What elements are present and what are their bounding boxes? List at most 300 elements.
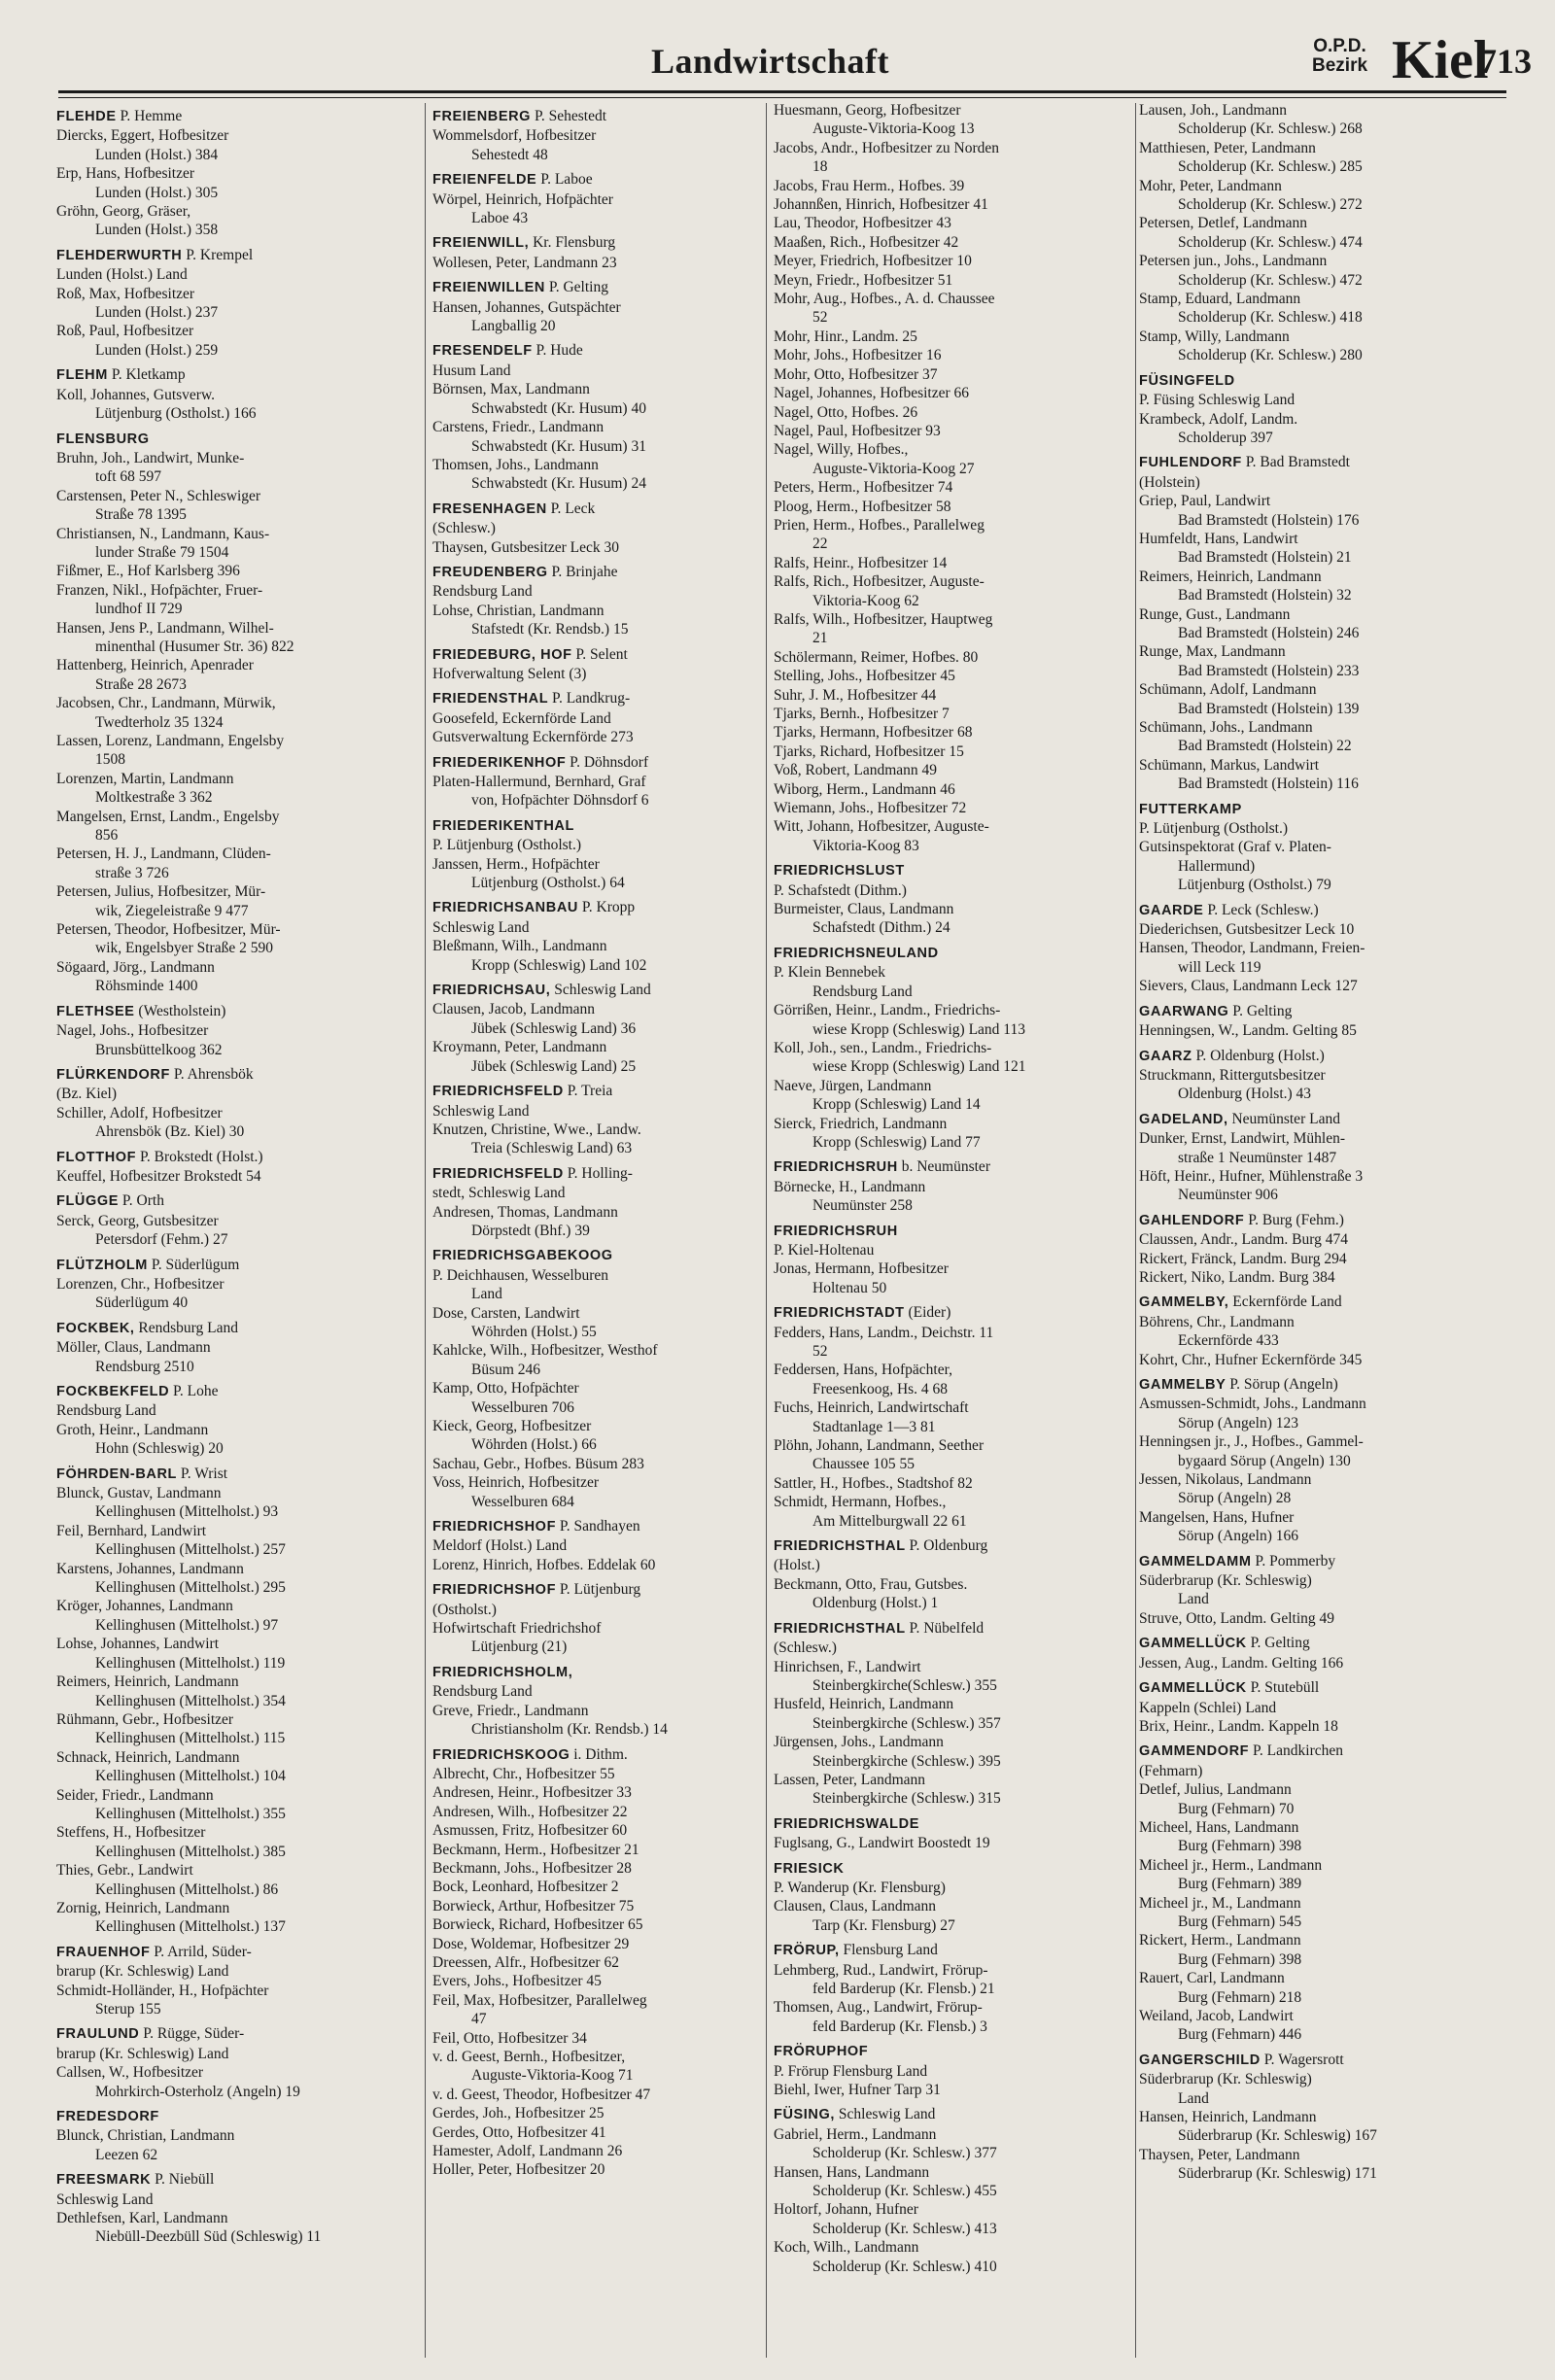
place-heading [1139, 1293, 1506, 1312]
place-detail: P. Hemme [116, 108, 183, 124]
entry-line: Mangelsen, Hans, Hufner [1139, 1508, 1295, 1526]
column-divider [425, 103, 426, 2358]
entry-line: P. Kiel-Holtenau [774, 1241, 875, 1259]
place-detail: P. Gelting [1228, 1002, 1293, 1019]
directory-entry [774, 1115, 1133, 1153]
entry-line: Matthiesen, Peter, Landmann [1139, 139, 1316, 156]
entry-line: Feddersen, Hans, Hofpächter, [774, 1362, 953, 1379]
entry-line: Jacobs, Frau Herm., Hofbes. 39 [774, 177, 965, 194]
place-detail: P. Brokstedt (Holst.) [136, 1148, 263, 1165]
entry-line: Niebüll-Deezbüll Süd (Schleswig) 11 [95, 2228, 322, 2246]
entry-line: Diercks, Eggert, Hofbesitzer [56, 127, 229, 145]
entry-line: Lunden (Holst.) 358 [95, 222, 219, 239]
entry-line: Roß, Paul, Hofbesitzer [56, 323, 194, 340]
entry-line: Burg (Fehmarn) 218 [1178, 1988, 1302, 2006]
directory-entry [432, 665, 758, 683]
entry-line: Stamp, Willy, Landmann [1139, 328, 1290, 345]
entry-line: Gutsverwaltung Eckernförde 273 [432, 729, 634, 746]
entry-line: Wesselburen 684 [471, 1493, 574, 1510]
directory-entry [1139, 568, 1506, 605]
entry-line: Hansen, Heinrich, Landmann [1139, 2109, 1317, 2126]
directory-entry [56, 1597, 418, 1635]
directory-entry [56, 126, 418, 164]
directory-entry [432, 298, 758, 336]
place-heading [56, 2107, 418, 2126]
place-heading [56, 365, 418, 385]
entry-line: Claussen, Andr., Landm. Burg 474 [1139, 1231, 1348, 1249]
place-name: GAMMELLÜCK [1139, 1636, 1247, 1652]
directory-entry [432, 836, 758, 854]
place-detail: i. Dithm. [570, 1745, 628, 1763]
entry-line: Wörpel, Heinrich, Hofpächter [432, 190, 613, 208]
entry-line: Fedders, Hans, Landm., Deichstr. 11 [774, 1324, 994, 1341]
entry-line: Burg (Fehmarn) 398 [1178, 1950, 1302, 1968]
entry-line: Kellinghusen (Mittelholst.) 385 [95, 1843, 286, 1860]
entry-line: Wesselburen 706 [471, 1398, 574, 1416]
entry-line: Schleswig Land [432, 918, 530, 936]
place-detail: P. Nübelfeld [905, 1619, 985, 1637]
entry-line: Runge, Max, Landmann [1139, 643, 1286, 661]
entry-line: Brunsbüttelkoog 362 [95, 1041, 223, 1058]
place-name: FRIEDERIKENHOF [432, 754, 567, 771]
directory-entry [56, 1338, 418, 1376]
directory-entry [1139, 1969, 1506, 2007]
place-detail: Flensburg Land [839, 1942, 938, 1959]
entry-line: (Schlesw.) [774, 1639, 837, 1657]
entry-line: Carstens, Friedr., Landmann [432, 419, 605, 436]
entry-line: Micheel, Hans, Landmann [1139, 1818, 1299, 1836]
entry-line: Scholderup (Kr. Schlesw.) 285 [1178, 158, 1363, 176]
directory-entry [774, 384, 1133, 402]
directory-entry [1139, 252, 1506, 290]
entry-line: Mohrkirch-Osterholz (Angeln) 19 [95, 2083, 300, 2100]
place-detail: Schleswig Land [550, 982, 651, 999]
entry-line: Greve, Friedr., Landmann [432, 1702, 589, 1719]
place-heading [56, 2024, 418, 2044]
opd-text: O.P.D. [1313, 36, 1366, 56]
column-4 [1139, 101, 1506, 2365]
entry-line: P. Lütjenburg (Ostholst.) [432, 837, 581, 854]
entry-line: Christiansholm (Kr. Rendsb.) 14 [471, 1721, 668, 1739]
directory-entry [56, 2126, 418, 2164]
directory-entry [774, 554, 1133, 572]
entry-line: Schmidt, Hermann, Hofbes., [774, 1494, 947, 1511]
directory-entry [1139, 328, 1506, 365]
entry-line: Freesenkoog, Hs. 4 68 [812, 1380, 949, 1397]
directory-entry [774, 1039, 1133, 1077]
directory-entry [774, 1178, 1133, 1216]
entry-line: Scholderup (Kr. Schlesw.) 418 [1178, 309, 1363, 327]
place-name: FLEHDERWURTH [56, 247, 183, 263]
entry-line: Schwabstedt (Kr. Husum) 31 [471, 437, 646, 455]
directory-entry [432, 1682, 758, 1701]
entry-line: Sörup (Angeln) 123 [1178, 1414, 1298, 1431]
entry-line: Schümann, Johs., Landmann [1139, 719, 1313, 736]
directory-entry [1139, 1931, 1506, 1969]
entry-line: Sachau, Gebr., Hofbes. Büsum 283 [432, 1455, 644, 1472]
place-name: FLOTTHOF [56, 1149, 137, 1165]
entry-line: Humfeldt, Hans, Landwirt [1139, 530, 1298, 547]
entry-line: P. Lütjenburg (Ostholst.) [1139, 820, 1288, 838]
directory-entry [56, 732, 418, 770]
directory-entry [56, 265, 418, 284]
directory-entry [774, 2081, 1133, 2099]
entry-line: Goosefeld, Eckernförde Land [432, 709, 611, 727]
directory-entry [1139, 1395, 1506, 1432]
directory-entry [56, 1401, 418, 1420]
place-name: FLEHDE [56, 109, 117, 124]
entry-line: Kellinghusen (Mittelholst.) 97 [95, 1616, 279, 1634]
entry-line: 52 [812, 1343, 828, 1360]
entry-line: lundhof II 729 [95, 601, 183, 618]
entry-line: Koll, Joh., sen., Landm., Friedrichs- [774, 1039, 992, 1056]
directory-entry [432, 380, 758, 418]
place-heading [432, 170, 758, 190]
directory-entry [432, 1803, 758, 1821]
directory-entry [56, 562, 418, 580]
directory-entry [774, 403, 1133, 422]
entry-line: Kellinghusen (Mittelholst.) 355 [95, 1805, 286, 1822]
directory-entry [1139, 2108, 1506, 2146]
directory-entry [774, 195, 1133, 214]
directory-entry [1139, 1762, 1506, 1780]
place-name: FOCKBEK, [56, 1320, 135, 1336]
directory-entry [1139, 1780, 1506, 1818]
directory-entry [432, 254, 758, 272]
directory-entry [432, 1783, 758, 1802]
entry-line: Stadtanlage 1—3 81 [812, 1418, 936, 1435]
entry-line: Thomsen, Johs., Landmann [432, 456, 599, 473]
place-heading [432, 689, 758, 708]
directory-entry [774, 252, 1133, 270]
place-name: FLEHM [56, 367, 108, 384]
entry-line: Fuglsang, G., Landwirt Boostedt 19 [774, 1835, 990, 1852]
place-detail: Schleswig Land [835, 2106, 936, 2123]
directory-entry [1139, 1508, 1506, 1546]
entry-line: Süderbrarup (Kr. Schleswig) [1139, 2071, 1312, 2088]
directory-entry [1139, 1571, 1506, 1609]
directory-entry [774, 177, 1133, 195]
entry-line: Jonas, Hermann, Hofbesitzer [774, 1260, 949, 1278]
entry-line: Burg (Fehmarn) 398 [1178, 1838, 1302, 1855]
directory-entry [432, 1102, 758, 1121]
entry-line: Bock, Leonhard, Hofbesitzer 2 [432, 1879, 619, 1896]
entry-line: Burmeister, Claus, Landmann [774, 901, 954, 918]
entry-line: Detlef, Julius, Landmann [1139, 1781, 1292, 1799]
entry-line: Feil, Bernhard, Landwirt [56, 1522, 207, 1539]
entry-line: Micheel jr., M., Landmann [1139, 1894, 1301, 1912]
place-name: FRIEDRICHSANBAU [432, 900, 578, 916]
entry-line: Kellinghusen (Mittelholst.) 86 [95, 1880, 279, 1898]
entry-line: Beckmann, Herm., Hofbesitzer 21 [432, 1841, 639, 1858]
directory-entry [1139, 492, 1506, 530]
entry-line: Tjarks, Bernh., Hofbesitzer 7 [774, 706, 950, 722]
place-detail: P. Sörup (Angeln) [1226, 1376, 1338, 1393]
place-detail: P. Oldenburg (Holst.) [1192, 1047, 1325, 1064]
entry-line: Seider, Friedr., Landmann [56, 1786, 214, 1804]
entry-line: Höft, Heinr., Hufner, Mühlenstraße 3 [1139, 1167, 1364, 1185]
entry-line: Beckmann, Otto, Frau, Gutsbes. [774, 1575, 968, 1593]
entry-line: Griep, Paul, Landwirt [1139, 493, 1271, 510]
entry-line: Platen-Hallermund, Bernhard, Graf [432, 774, 646, 790]
place-name: FRIEDEBURG, HOF [432, 646, 572, 663]
place-name: FREIENBERG [432, 109, 532, 124]
place-heading [56, 1065, 418, 1085]
entry-line: Reimers, Heinrich, Landmann [1139, 568, 1322, 585]
directory-entry [432, 1935, 758, 1953]
place-heading [774, 944, 1133, 963]
entry-line: Stafstedt (Kr. Rendsb.) 15 [471, 621, 629, 638]
place-name: FRIEDRICHSKOOG [432, 1746, 570, 1763]
entry-line: Gerdes, Otto, Hofbesitzer 41 [432, 2123, 606, 2141]
place-heading [432, 1082, 758, 1101]
place-name: FRIEDRICHSRUH [774, 1223, 898, 1239]
entry-line: Möller, Claus, Landmann [56, 1339, 211, 1357]
entry-line: Kamp, Otto, Hofpächter [432, 1380, 579, 1397]
directory-entry [56, 1673, 418, 1710]
place-heading [432, 107, 758, 126]
directory-entry [432, 1878, 758, 1896]
place-heading [1139, 1110, 1506, 1129]
place-heading [774, 1619, 1133, 1638]
place-name: FREDESDORF [56, 2109, 159, 2125]
place-heading [1139, 901, 1506, 920]
directory-entry [56, 1085, 418, 1103]
entry-line: Nagel, Willy, Hofbes., [774, 441, 909, 459]
place-heading [774, 2105, 1133, 2124]
entry-line: 52 [812, 309, 828, 327]
place-detail: P. Stutebüll [1246, 1679, 1320, 1697]
entry-line: Land [471, 1286, 502, 1303]
directory-entry [774, 2125, 1133, 2163]
directory-entry [432, 456, 758, 494]
place-name: GAARWANG [1139, 1003, 1229, 1019]
place-name: GAMMENDORF [1139, 1743, 1250, 1760]
directory-entry [774, 1998, 1133, 2036]
entry-line: Borwieck, Arthur, Hofbesitzer 75 [432, 1897, 635, 1914]
directory-entry [774, 1361, 1133, 1398]
place-heading [432, 1663, 758, 1682]
directory-entry [56, 449, 418, 487]
place-detail: Eckernförde Land [1228, 1293, 1342, 1311]
entry-line: brarup (Kr. Schleswig) Land [56, 2045, 229, 2062]
entry-line: Steinbergkirche (Schlesw.) 395 [812, 1752, 1001, 1770]
place-heading [1139, 1211, 1506, 1230]
directory-entry [774, 139, 1133, 177]
directory-entry [1139, 939, 1506, 977]
entry-line: Laboe 43 [471, 210, 529, 227]
entry-line: Kröger, Johannes, Landmann [56, 1598, 233, 1615]
entry-line: Fuchs, Heinrich, Landwirtschaft [774, 1399, 969, 1417]
entry-line: Struve, Otto, Landm. Gelting 49 [1139, 1609, 1335, 1627]
directory-entry [1139, 410, 1506, 448]
place-name: FRIEDRICHSTHAL [774, 1538, 906, 1555]
entry-line: Holtenau 50 [812, 1279, 887, 1296]
directory-entry [56, 1104, 418, 1142]
directory-entry [1139, 2070, 1506, 2108]
entry-line: brarup (Kr. Schleswig) Land [56, 1963, 229, 1981]
place-heading [56, 1382, 418, 1401]
entry-line: Meyer, Friedrich, Hofbesitzer 10 [774, 253, 972, 270]
directory-entry [432, 1841, 758, 1859]
entry-line: Scholderup 397 [1178, 429, 1273, 446]
entry-line: Straße 78 1395 [95, 506, 187, 524]
directory-entry [1139, 177, 1506, 215]
directory-entry [1139, 2146, 1506, 2184]
directory-entry [774, 422, 1133, 440]
place-name: FUTTERKAMP [1139, 801, 1242, 817]
entry-line: 22 [812, 535, 828, 553]
entry-line: Andresen, Wilh., Hofbesitzer 22 [432, 1803, 628, 1820]
place-name: FRÖRUP, [774, 1943, 840, 1959]
directory-entry [1139, 1066, 1506, 1104]
entry-line: Scholderup (Kr. Schlesw.) 268 [1178, 121, 1363, 138]
directory-entry [774, 1556, 1133, 1574]
entry-line: Straße 28 2673 [95, 675, 187, 693]
place-detail: P. Hude [532, 342, 583, 360]
entry-line: Maaßen, Rich., Hofbesitzer 42 [774, 233, 959, 251]
entry-line: Chaussee 105 55 [812, 1456, 916, 1473]
entry-line: wiese Kropp (Schleswig) Land 113 [812, 1020, 1025, 1038]
entry-line: Kellinghusen (Mittelholst.) 119 [95, 1654, 286, 1672]
entry-line: Erp, Hans, Hofbesitzer [56, 165, 195, 183]
entry-line: 47 [471, 2011, 487, 2028]
place-detail: P. Leck [546, 500, 596, 517]
entry-line: P. Klein Bennebek [774, 964, 885, 982]
entry-line: Steinbergkirche(Schlesw.) 355 [812, 1676, 997, 1694]
directory-entry [774, 780, 1133, 799]
place-detail: P. Kletkamp [107, 366, 186, 384]
entry-line: Dörpstedt (Bhf.) 39 [471, 1222, 590, 1239]
directory-entry [1139, 642, 1506, 680]
directory-entry [432, 362, 758, 380]
entry-line: Dreessen, Alfr., Hofbesitzer 62 [432, 1953, 619, 1971]
place-name: FRIEDRICHSTADT [774, 1305, 905, 1322]
directory-entry [1139, 977, 1506, 995]
entry-line: Kropp (Schleswig) Land 77 [812, 1133, 981, 1151]
place-heading [1139, 1634, 1506, 1653]
place-detail: P. Oldenburg [905, 1537, 988, 1555]
directory-entry [774, 516, 1133, 554]
entry-line: Lausen, Joh., Landmann [1139, 102, 1287, 119]
place-name: FRIEDRICHSTHAL [774, 1620, 906, 1637]
place-heading [774, 1941, 1133, 1960]
entry-line: Viktoria-Koog 62 [812, 592, 919, 609]
entry-line: Clausen, Claus, Landmann [774, 1898, 937, 1915]
directory-entry [56, 202, 418, 240]
entry-line: Jürgensen, Johs., Landmann [774, 1734, 944, 1751]
entry-line: Steffens, H., Hofbesitzer [56, 1824, 206, 1842]
place-name: FOCKBEKFELD [56, 1384, 170, 1399]
entry-line: Hofwirtschaft Friedrichshof [432, 1620, 602, 1638]
entry-line: Voss, Heinrich, Hofbesitzer [432, 1474, 600, 1492]
entry-line: Tjarks, Hermann, Hofbesitzer 68 [774, 724, 973, 742]
place-detail: P. Döhnsdorf [566, 753, 649, 771]
directory-entry [1139, 1654, 1506, 1673]
place-detail: P. Wagersrott [1260, 2051, 1344, 2068]
place-heading [432, 500, 758, 519]
entry-line: Fißmer, E., Hof Karlsberg 396 [56, 563, 240, 580]
place-detail: Neumünster Land [1227, 1110, 1340, 1127]
entry-line: Bleßmann, Wilh., Landmann [432, 938, 607, 955]
place-name: FREESMARK [56, 2172, 152, 2189]
directory-entry [56, 1484, 418, 1522]
entry-line: Auguste-Viktoria-Koog 71 [471, 2067, 634, 2085]
place-detail: P. Lohe [169, 1383, 219, 1399]
entry-line: Petersen jun., Johs., Landmann [1139, 253, 1328, 270]
directory-entry [774, 478, 1133, 497]
directory-entry [432, 2029, 758, 2048]
place-detail: P. Wrist [177, 1465, 228, 1482]
entry-line: Dunker, Ernst, Landwirt, Mühlen- [1139, 1130, 1346, 1148]
entry-line: Beckmann, Johs., Hofbesitzer 28 [432, 1859, 632, 1877]
entry-line: (Holst.) [774, 1557, 820, 1574]
entry-line: Ahrensbök (Bz. Kiel) 30 [95, 1123, 245, 1141]
directory-entry [1139, 139, 1506, 177]
entry-line: Schwabstedt (Kr. Husum) 40 [471, 399, 646, 417]
entry-line: Asmussen, Fritz, Hofbesitzer 60 [432, 1822, 628, 1840]
entry-line: Viktoria-Koog 83 [812, 837, 919, 854]
directory-entry [1139, 1717, 1506, 1736]
entry-line: straße 3 726 [95, 864, 169, 881]
header-rule [58, 90, 1506, 98]
place-detail: P. Lütjenburg [556, 1581, 641, 1599]
place-name: GAMMELBY, [1139, 1294, 1229, 1311]
entry-line: Kropp (Schleswig) Land 102 [471, 956, 647, 974]
page-header [58, 30, 1532, 91]
directory-entry [432, 1473, 758, 1511]
entry-line: Micheel jr., Herm., Landmann [1139, 1856, 1323, 1874]
entry-line: Stelling, Johs., Hofbesitzer 45 [774, 668, 955, 685]
directory-entry [432, 937, 758, 975]
entry-line: Neumünster 906 [1178, 1187, 1278, 1204]
directory-entry [432, 2104, 758, 2122]
directory-entry [56, 1421, 418, 1459]
place-heading [432, 1517, 758, 1536]
entry-line: P. Frörup Flensburg Land [774, 2062, 928, 2080]
directory-entry [56, 1786, 418, 1824]
entry-line: Dose, Carsten, Landwirt [432, 1304, 580, 1322]
directory-entry [432, 1417, 758, 1455]
entry-line: (Bz. Kiel) [56, 1086, 117, 1103]
place-heading [774, 1814, 1133, 1834]
entry-line: (Holstein) [1139, 473, 1200, 491]
entry-line: Leezen 62 [95, 2146, 158, 2163]
entry-line: 18 [812, 158, 828, 176]
directory-entry [1139, 718, 1506, 756]
entry-line: Nagel, Paul, Hofbesitzer 93 [774, 422, 941, 439]
entry-line: Lorenz, Hinrich, Hofbes. Eddelak 60 [432, 1556, 656, 1573]
entry-line: Röhsminde 1400 [95, 978, 198, 995]
entry-line: Gröhn, Georg, Gräser, [56, 203, 191, 221]
entry-line: Wollesen, Peter, Landmann 23 [432, 254, 617, 271]
entry-line: Holtorf, Johann, Hufner [774, 2201, 918, 2219]
directory-entry [1139, 680, 1506, 718]
entry-line: Naeve, Jürgen, Landmann [774, 1077, 932, 1094]
section-title: Landwirtschaft [651, 42, 890, 81]
entry-line: Weiland, Jacob, Landwirt [1139, 2008, 1294, 2024]
directory-entry [432, 1184, 758, 1202]
entry-line: Mohr, Aug., Hofbes., A. d. Chaussee [774, 291, 995, 308]
directory-entry [774, 900, 1133, 938]
place-name: FREIENWILL, [432, 235, 530, 252]
directory-entry [432, 1266, 758, 1304]
place-detail: Rendsburg Land [134, 1319, 239, 1336]
place-detail: P. Niebüll [151, 2171, 215, 2189]
place-heading [432, 1745, 758, 1765]
entry-line: Kohrt, Chr., Hufner Eckernförde 345 [1139, 1351, 1363, 1368]
entry-line: Börnsen, Max, Landmann [432, 381, 590, 398]
